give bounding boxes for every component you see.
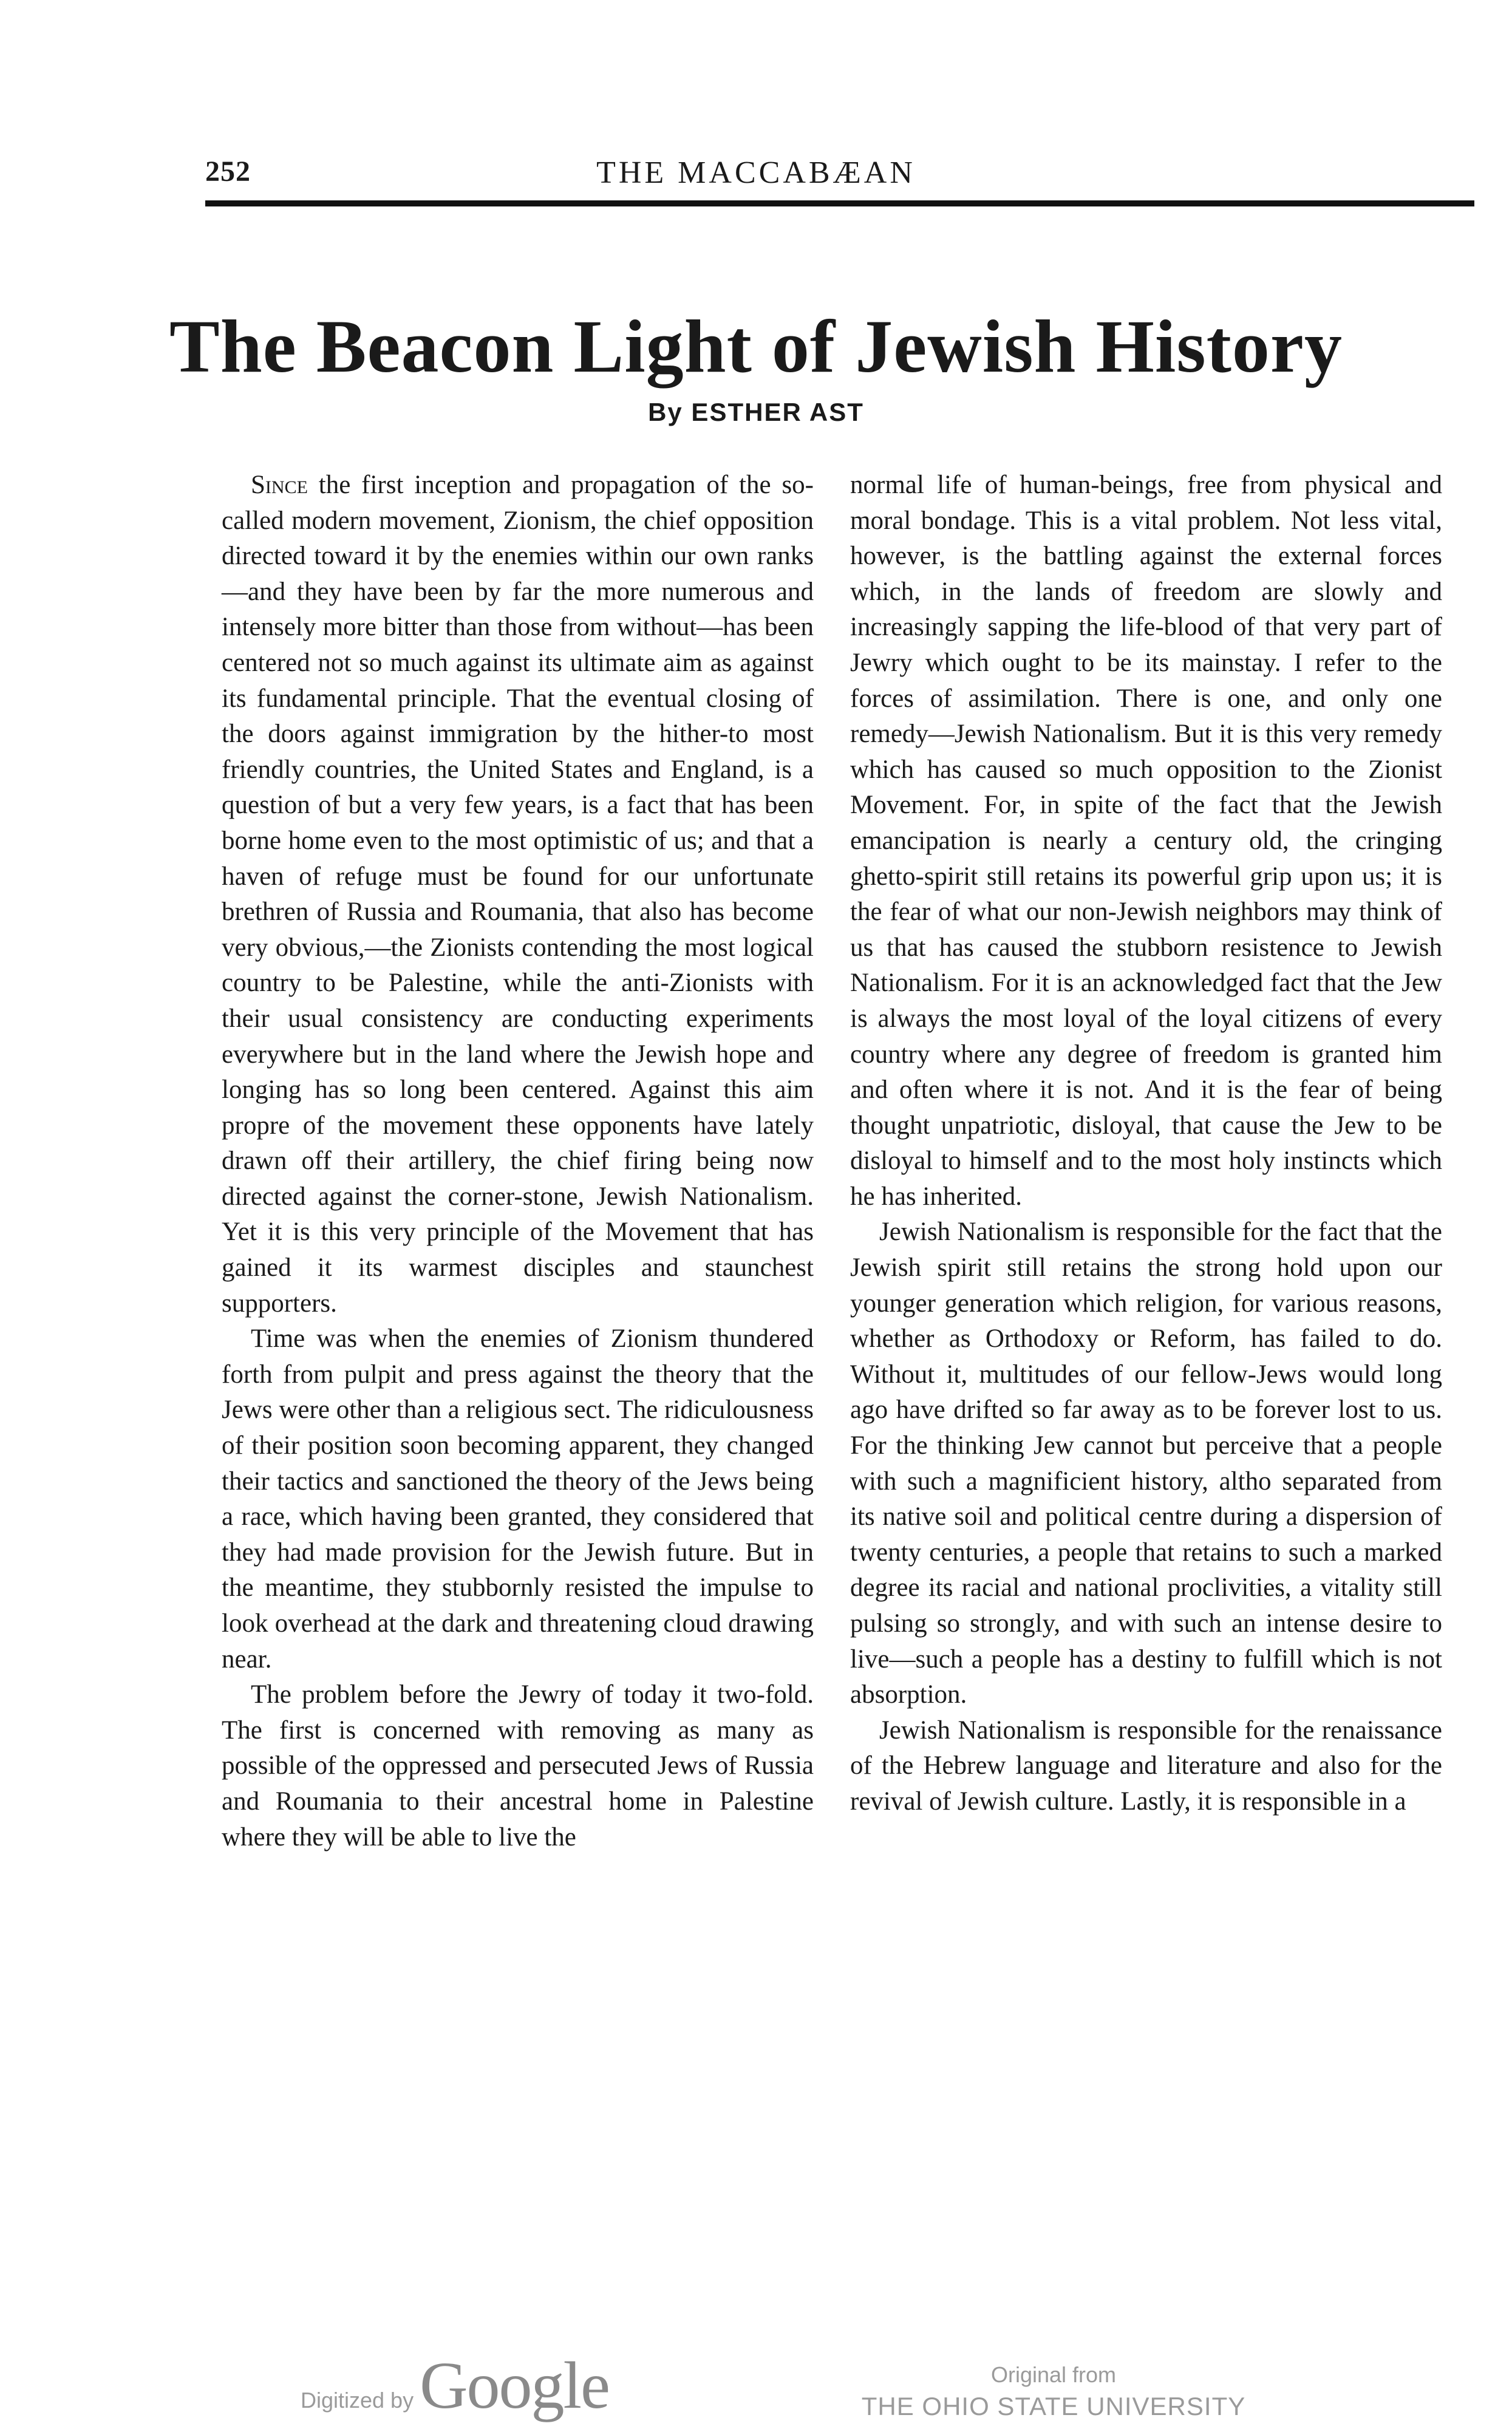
institution-name: THE OHIO STATE UNIVERSITY: [861, 2392, 1246, 2420]
digitized-by-watermark: [301, 2347, 609, 2424]
paragraph: The problem before the Jewry of today it two-fold. The first is concerned with removing as many as possible of the oppressed and persecuted Jews of Russia and Roumania to their ancestral home in Palestine where they will be able to live the: [222, 1680, 814, 1852]
article-byline: By ESTHER AST: [648, 398, 864, 426]
page-number: 252: [205, 155, 251, 188]
paragraph: Time was when the enemies of Zionism thundered forth from pulpit and press against the theory that the Jews were other than a religious sect. The ridiculousness of their position soon becoming apparent, they changed their tactics and sanctioned the theory of the Jews being a race, which having been granted, they considered that they had made provision for the Jewish future. But in the meantime, they stubbornly resisted the impulse to look overhead at the dark and threatening cloud drawing near.: [222, 1324, 814, 1674]
paragraph: [222, 468, 814, 1321]
left-column: [222, 468, 814, 1855]
google-logo: Google: [420, 2348, 609, 2422]
running-head-journal-title: THE MACCABÆAN: [596, 155, 916, 190]
paragraph: normal life of human-beings, free from physical and moral bondage. This is a vital problem. Not less vital, however, is the battling against the external forces which, in the lands of freedom are slowly and increasingly sapping the life-blood of that very part of Jewry which ought to be its mainstay. I refer to the forces of assimilation. There is one, and only one remedy—Jewish Nationalism. But it is this very remedy which has caused so much opposition to the Zionist Movement. For, in spite of the fact that the Jewish emancipation is nearly a century old, the cringing ghetto-spirit still retains its powerful grip upon us; it is the fear of what our non-Jewish neighbors may think of us that has caused the stubborn resistence to Jewish Nationalism. For it is an acknowledged fact that the Jew is always the most loyal of the loyal citizens of every country where any degree of freedom is granted him and often where it is not. And it is the fear of being thought unpatriotic, disloyal, that cause the Jew to be disloyal to himself and to the most holy instincts which he has inherited.: [850, 471, 1442, 1211]
header-rule: [205, 200, 1474, 206]
dropcap-word: Since: [251, 471, 308, 499]
paragraph-text: the first inception and propagation of the so-called modern movement, Zionism, the chief opposition directed toward it by the enemies within our own ranks—and they have been by far the more numerous and intensely more bitter than those from without—has been centered not so much against its ultimate aim as against its fundamental principle. That the eventual closing of the doors against immigration by the hither-to most friendly countries, the United States and England, is a question of but a very few years, is a fact that has been borne home even to the most optimistic of us; and that a haven of refuge must be found for our unfortunate brethren of Russia and Roumania, that also has become very obvious,—the Zionists contending the most logical country to be Palestine, while the anti-Zionists with their usual consistency are conducting experiments everywhere but in the land where the Jewish hope and longing has so long been centered. Against this aim propre of the movement these opponents have lately drawn off their artillery, the chief firing being now directed against the corner-stone, Jewish Nationalism. Yet it is this very principle of the Movement that has gained it its warmest disciples and staunchest supporters.: [222, 471, 814, 1318]
original-from-watermark: [847, 2359, 1260, 2422]
original-from-label: Original from: [990, 2362, 1117, 2387]
paragraph: Jewish Nationalism is responsible for the fact that the Jewish spirit still retains the strong hold upon our younger generation which religion, for various reasons, whether as Orthodoxy or Reform, has failed to do. Without it, multitudes of our fellow-Jews would long ago have drifted so far away as to be forever lost to us. For the thinking Jew cannot but perceive that a people with such a magnificient history, altho separated from its native soil and political centre during a dispersion of twenty centuries, a people that retains to such a marked degree its racial and national proclivities, a vitality still pulsing so strongly, and with such an intense desire to live—such a people has a destiny to fulfill which is not absorption.: [850, 1218, 1442, 1709]
digitized-by-label: Digitized by: [301, 2388, 414, 2413]
right-column: [850, 468, 1442, 1820]
article-title: The Beacon Light of Jewish History: [169, 305, 1343, 388]
paragraph: Jewish Nationalism is responsible for the renaissance of the Hebrew language and literature and also for the revival of Jewish culture. Lastly, it is responsible in a: [850, 1715, 1442, 1816]
